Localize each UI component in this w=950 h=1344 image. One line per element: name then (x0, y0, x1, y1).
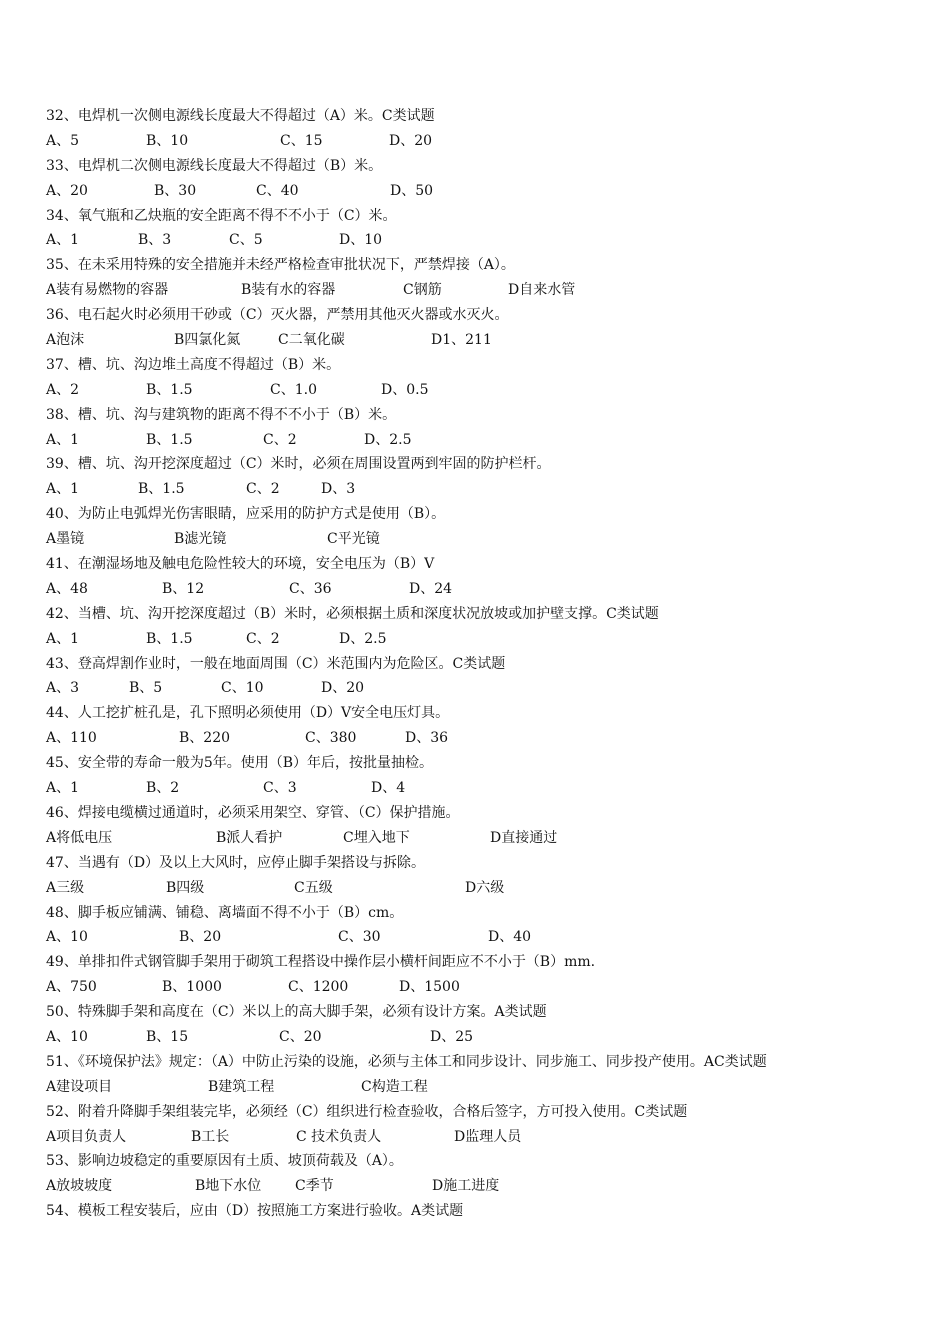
answer-option: B、1.5 (146, 630, 193, 647)
answer-option: B、1.5 (146, 381, 193, 398)
answer-option: D、20 (389, 132, 433, 149)
answer-option: A墨镜 (46, 531, 85, 548)
question-text: 51、《环境保护法》规定：（A）中防止污染的设施，必须与主体工和同步设计、同步施工、同步投产使用。AC类试题 (46, 1053, 767, 1070)
answer-option: B、220 (179, 730, 231, 747)
answer-option: B、15 (146, 1028, 189, 1045)
question-text: 53、影响边坡稳定的重要原因有土质、坡顶荷载及（A）。 (46, 1153, 403, 1170)
answer-option: B四级 (166, 879, 205, 896)
answer-option: D、25 (430, 1028, 474, 1045)
answer-option: D监理人员 (454, 1128, 522, 1145)
answer-option: A放坡坡度 (46, 1178, 113, 1195)
answer-option: D、4 (371, 780, 406, 797)
answer-option: A、110 (46, 730, 97, 747)
question-text: 52、附着升降脚手架组装完毕，必须经（C）组织进行检查验收，合格后签字，方可投入使用。C类试题 (46, 1103, 688, 1120)
question-text: 49、单排扣件式钢管脚手架用于砌筑工程搭设中操作层小横杆间距应不不小于（B）mm. (46, 954, 596, 971)
answer-option: C五级 (294, 879, 333, 896)
answer-option: B、2 (146, 780, 180, 797)
answer-option: D、20 (321, 680, 365, 697)
answer-option: A、1 (46, 630, 80, 647)
answer-option: D、0.5 (381, 381, 429, 398)
answer-option: D自来水管 (508, 282, 576, 299)
option-row (46, 577, 916, 602)
option-row (46, 975, 916, 1000)
answer-option: D、36 (405, 730, 449, 747)
answer-option: B四氯化氮 (174, 332, 241, 349)
answer-option: B、1.5 (138, 481, 185, 498)
answer-option: B、20 (179, 929, 222, 946)
answer-option: C、2 (263, 431, 297, 448)
answer-option: D、50 (390, 182, 434, 199)
answer-option: C、40 (256, 182, 299, 199)
question-text: 37、槽、坑、沟边堆土高度不得超过（B）米。 (46, 356, 341, 373)
answer-option: B、12 (162, 580, 205, 597)
question-text: 43、登高焊割作业时，一般在地面周围（C）米范围内为危险区。C类试题 (46, 655, 506, 672)
option-row (46, 1025, 916, 1050)
answer-option: D直接通过 (490, 829, 558, 846)
answer-option: B、1.5 (146, 431, 193, 448)
option-row (46, 129, 916, 154)
option-row (46, 428, 916, 453)
option-row (46, 378, 916, 403)
option-row (46, 876, 916, 901)
option-row (46, 1174, 916, 1199)
option-row (46, 328, 916, 353)
answer-option: C、20 (279, 1028, 322, 1045)
answer-option: B、1000 (162, 979, 222, 996)
answer-option: B、10 (146, 132, 189, 149)
answer-option: B工长 (191, 1128, 230, 1145)
answer-option: A三级 (46, 879, 85, 896)
option-row (46, 228, 916, 253)
answer-option: A、1 (46, 232, 80, 249)
answer-option: B、3 (138, 232, 172, 249)
answer-option: C、5 (229, 232, 263, 249)
answer-option: A、5 (46, 132, 80, 149)
answer-option: B滤光镜 (174, 531, 227, 548)
question-text: 50、特殊脚手架和高度在（C）米以上的高大脚手架，必须有设计方案。A类试题 (46, 1004, 547, 1021)
question-text: 36、电石起火时必须用干砂或（C）灭火器，严禁用其他灭火器或水灭火。 (46, 307, 509, 324)
answer-option: B、30 (154, 182, 197, 199)
answer-option: C、2 (246, 630, 280, 647)
answer-option: C、380 (305, 730, 357, 747)
answer-option: A、1 (46, 431, 80, 448)
answer-option: D六级 (465, 879, 505, 896)
answer-option: D1、211 (431, 332, 492, 349)
question-text: 33、电焊机二次侧电源线长度最大不得超过（B）米。 (46, 157, 383, 174)
answer-option: C平光镜 (327, 531, 380, 548)
option-row (46, 278, 916, 303)
question-text: 40、为防止电弧焊光伤害眼睛，应采用的防护方式是使用（B）。 (46, 506, 446, 523)
option-row (46, 179, 916, 204)
answer-option: B派人看护 (216, 829, 283, 846)
answer-option: B地下水位 (195, 1178, 262, 1195)
answer-option: A、1 (46, 481, 80, 498)
answer-option: C、36 (289, 580, 332, 597)
answer-option: C构造工程 (361, 1078, 428, 1095)
answer-option: C、1.0 (270, 381, 317, 398)
answer-option: C、3 (263, 780, 297, 797)
option-row (46, 826, 916, 851)
answer-option: C、10 (221, 680, 264, 697)
answer-option: C二氧化碳 (278, 332, 345, 349)
answer-option: C季节 (295, 1178, 334, 1195)
question-text: 47、当遇有（D）及以上大风时，应停止脚手架搭设与拆除。 (46, 854, 426, 871)
option-row (46, 1125, 916, 1150)
question-text: 34、氧气瓶和乙炔瓶的安全距离不得不不小于（C）米。 (46, 207, 397, 224)
option-row (46, 1075, 916, 1100)
option-row (46, 776, 916, 801)
answer-option: D施工进度 (432, 1178, 500, 1195)
question-text: 45、安全带的寿命一般为5年。使用（B）年后，按批量抽检。 (46, 755, 434, 772)
exam-document (46, 104, 916, 1224)
answer-option: D、24 (409, 580, 453, 597)
option-row (46, 477, 916, 502)
answer-option: A、48 (46, 580, 88, 597)
option-row (46, 627, 916, 652)
answer-option: A、10 (46, 1028, 88, 1045)
question-text: 35、在未采用特殊的安全措施并未经严格检查审批状况下，严禁焊接（A）。 (46, 257, 515, 274)
answer-option: B装有水的容器 (241, 282, 336, 299)
answer-option: A、20 (46, 182, 88, 199)
question-text: 54、模板工程安装后，应由（D）按照施工方案进行验收。A类试题 (46, 1203, 464, 1220)
question-text: 39、槽、坑、沟开挖深度超过（C）米时，必须在周围设置两到牢固的防护栏杆。 (46, 456, 551, 473)
question-text: 42、当槽、坑、沟开挖深度超过（B）米时，必须根据土质和深度状况放坡或加护壁支撑。C类试题 (46, 605, 659, 622)
answer-option: A、10 (46, 929, 88, 946)
answer-option: A项目负责人 (46, 1128, 127, 1145)
answer-option: C、1200 (288, 979, 349, 996)
question-text: 44、人工挖扩桩孔是，孔下照明必须使用（D）V安全电压灯具。 (46, 705, 450, 722)
answer-option: C 技术负责人 (296, 1128, 382, 1145)
answer-option: A、2 (46, 381, 80, 398)
option-row (46, 527, 916, 552)
answer-option: D、2.5 (364, 431, 412, 448)
option-row (46, 925, 916, 950)
answer-option: C、30 (338, 929, 381, 946)
answer-option: A、750 (46, 979, 97, 996)
answer-option: A、1 (46, 780, 80, 797)
answer-option: D、2.5 (339, 630, 387, 647)
answer-option: C、2 (246, 481, 280, 498)
answer-option: C钢筋 (403, 282, 442, 299)
question-text: 46、焊接电缆横过通道时，必须采用架空、穿管、（C）保护措施。 (46, 804, 460, 821)
answer-option: C、15 (280, 132, 323, 149)
answer-option: B建筑工程 (208, 1078, 275, 1095)
option-row (46, 676, 916, 701)
answer-option: A将低电压 (46, 829, 113, 846)
question-text: 48、脚手板应铺满、铺稳、离墙面不得不小于（B）cm。 (46, 904, 404, 921)
answer-option: B、5 (129, 680, 163, 697)
answer-option: D、1500 (399, 979, 460, 996)
answer-option: A装有易燃物的容器 (46, 282, 169, 299)
question-text: 32、电焊机一次侧电源线长度最大不得超过（A）米。C类试题 (46, 108, 435, 124)
answer-option: D、3 (321, 481, 356, 498)
answer-option: A建设项目 (46, 1078, 113, 1095)
answer-option: A泡沫 (46, 332, 85, 349)
answer-option: D、10 (339, 232, 383, 249)
question-text: 41、在潮湿场地及触电危险性较大的环境，安全电压为（B）V (46, 556, 435, 573)
option-row (46, 726, 916, 751)
answer-option: C埋入地下 (343, 829, 410, 846)
answer-option: A、3 (46, 680, 80, 697)
answer-option: D、40 (488, 929, 532, 946)
question-text: 38、槽、坑、沟与建筑物的距离不得不不小于（B）米。 (46, 406, 397, 423)
